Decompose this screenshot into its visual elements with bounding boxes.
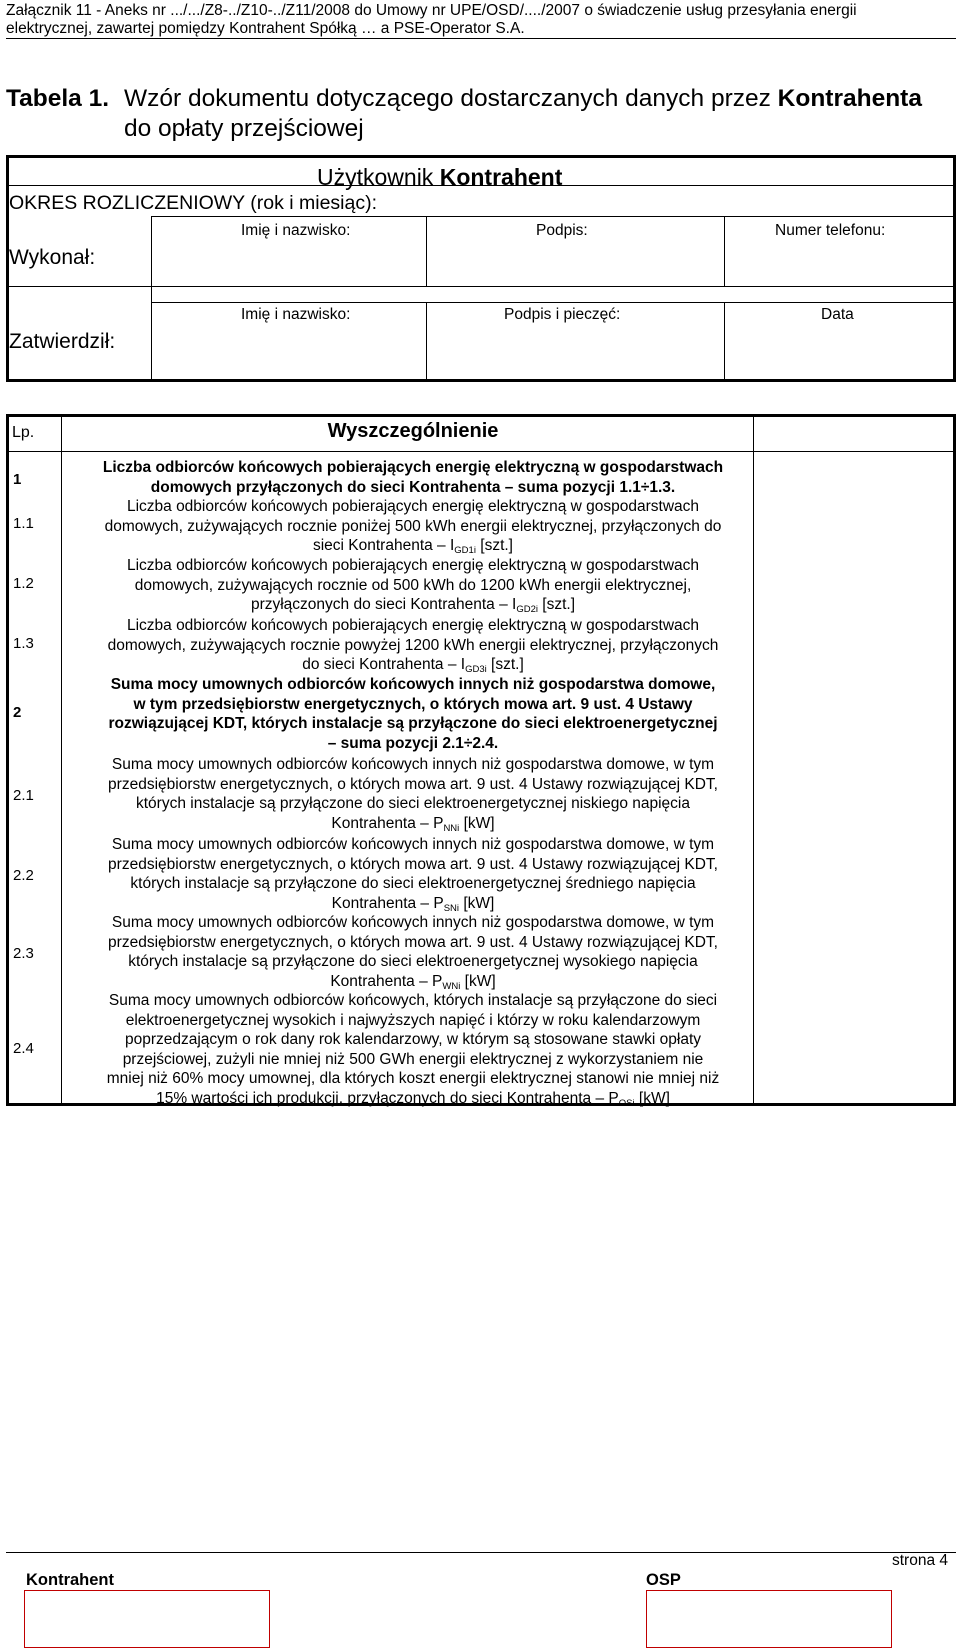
form-divider [151, 216, 152, 382]
unit-text: [kW] [459, 814, 495, 832]
zatwierdzil-label: Zatwierdził: [9, 330, 116, 353]
header-line-2: elektrycznej, zawartej pomiędzy Kontrahent Spółką … a PSE-Operator S.A. [6, 20, 525, 37]
symbol-subscript: NNi [443, 822, 460, 834]
row-desc-line [65, 1089, 761, 1109]
symbol-text: Kontrahenta – P [331, 814, 444, 832]
row-lp-1: 1 [13, 471, 22, 488]
user-value: Kontrahent [439, 164, 563, 190]
symbol-subscript: OSi [618, 1097, 635, 1109]
row-desc-2 [65, 675, 761, 753]
form-divider [724, 216, 725, 286]
row-desc-line: Suma mocy umownych odbiorców końcowych innych niż gospodarstwa domowe, [110, 676, 716, 693]
row-desc-line [65, 972, 761, 992]
form-rule [151, 216, 953, 217]
wykonal-label: Wykonał: [9, 246, 96, 269]
row-lp-1-1: 1.1 [13, 515, 34, 532]
unit-text: [szt.] [486, 656, 524, 673]
symbol-text: Kontrahenta – P [331, 894, 444, 912]
symbol-subscript: GD3i [465, 664, 487, 675]
symbol-subscript: GD2i [516, 604, 538, 615]
title-bold: Kontrahenta [777, 85, 922, 112]
row-desc-line: Liczba odbiorców końcowych pobierających energię elektryczną w gospodarstwach [126, 498, 700, 515]
symbol-text: do sieci Kontrahenta – I [302, 656, 466, 673]
form-divider [426, 302, 427, 382]
row-desc-1 [65, 458, 761, 497]
form-rule [9, 185, 953, 186]
footer-osp-label: OSP [646, 1571, 681, 1589]
row-desc-line: przedsiębiorstw energetycznych, o których mowa art. 9 ust. 4 Ustawy rozwiązującej KDT, [108, 933, 718, 951]
user-field [317, 164, 562, 191]
row-desc-line: Liczba odbiorców końcowych pobierających energię elektryczną w gospodarstwach [126, 557, 700, 574]
row-desc-line: Suma mocy umownych odbiorców końcowych, których instalacje są przyłączone do sieci [108, 992, 718, 1009]
row-desc-line: przedsiębiorstw energetycznych, o których mowa art. 9 ust. 4 Ustawy rozwiązującej KDT, [108, 775, 718, 793]
row-desc-line: Liczba odbiorców końcowych pobierających energię elektryczną w gospodarstwach [102, 459, 724, 476]
title-label: Tabela 1. [6, 85, 110, 112]
row-desc-line: rozwiązującej KDT, których instalacje są przyłączone do sieci elektroenergetycznej [108, 715, 718, 732]
row-desc-line: domowych, zużywających rocznie poniżej 500 kWh energii elektrycznej, przyłączonych do [104, 517, 722, 535]
wykonal-phone-label: Numer telefonu: [775, 222, 886, 239]
footer-rule [6, 1552, 956, 1553]
row-lp-1-2: 1.2 [13, 575, 34, 592]
row-desc-line: – suma pozycji 2.1÷2.4. [327, 734, 499, 752]
row-desc-line: których instalacje są przyłączone do sieci elektroenergetycznej wysokiego napięcia [128, 953, 698, 970]
row-desc-line: w tym przedsiębiorstw energetycznych, o których mowa art. 9 ust. 4 Ustawy [133, 695, 693, 713]
running-header [6, 2, 956, 38]
table-col-divider [61, 417, 62, 1103]
symbol-subscript: WNi [442, 980, 461, 992]
zatwierdzil-date-label: Data [821, 306, 854, 323]
unit-text: [kW] [634, 1089, 670, 1107]
symbol-text: sieci Kontrahenta – I [312, 537, 455, 554]
header-rule [6, 38, 956, 39]
page-number: strona 4 [892, 1552, 949, 1569]
okres-label: OKRES ROZLICZENIOWY (rok i miesiąc): [9, 192, 378, 214]
signature-form [6, 155, 956, 382]
row-desc-line [65, 655, 761, 675]
row-desc-1-1 [65, 497, 761, 556]
symbol-subscript: GD1i [454, 545, 476, 556]
wykonal-name-label: Imię i nazwisko: [241, 222, 351, 239]
row-desc-2-1 [65, 755, 761, 833]
footer-kontrahent-label: Kontrahent [26, 1571, 114, 1589]
symbol-subscript: SNi [443, 902, 460, 914]
column-header-desc: Wyszczególnienie [327, 420, 499, 442]
row-desc-line [65, 595, 761, 615]
symbol-text: 15% wartości ich produkcji, przyłączonych do sieci Kontrahenta – P [156, 1089, 619, 1107]
row-desc-line: domowych, zużywających rocznie od 500 kWh do 1200 kWh energii elektrycznej, [134, 576, 692, 594]
row-desc-line: mniej niż 60% mocy umownej, dla których koszt energii elektrycznej stanowi nie mniej niż [106, 1070, 720, 1087]
row-desc-1-3 [65, 616, 761, 675]
zatwierdzil-sign-label: Podpis i pieczęć: [504, 306, 621, 323]
row-desc-line [65, 894, 761, 914]
form-rule [151, 302, 953, 303]
symbol-text: przyłączonych do sieci Kontrahenta – I [250, 596, 517, 613]
osp-initials-box [646, 1590, 892, 1648]
row-lp-1-3: 1.3 [13, 635, 34, 652]
row-desc-line: Suma mocy umownych odbiorców końcowych innych niż gospodarstwa domowe, w tym [111, 836, 715, 853]
row-desc-1-2 [65, 556, 761, 615]
row-desc-line: których instalacje są przyłączone do sieci elektroenergetycznej niskiego napięcia [136, 795, 690, 812]
symbol-text: Kontrahenta – P [330, 972, 443, 990]
row-desc-line: domowych przyłączonych do sieci Kontrahenta – suma pozycji 1.1÷1.3. [150, 478, 676, 496]
row-desc-line: przedsiębiorstw energetycznych, o których mowa art. 9 ust. 4 Ustawy rozwiązującej KDT, [108, 855, 718, 873]
row-desc-2-3 [65, 913, 761, 991]
table-header-rule [9, 451, 953, 452]
data-table [6, 414, 956, 1109]
row-desc-line: których instalacje są przyłączone do sieci elektroenergetycznej średniego napięcia [130, 875, 696, 892]
row-desc-line: Suma mocy umownych odbiorców końcowych innych niż gospodarstwa domowe, w tym [111, 756, 715, 773]
row-desc-line: Liczba odbiorców końcowych pobierających energię elektryczną w gospodarstwach [126, 617, 700, 634]
unit-text: [kW] [459, 894, 495, 912]
unit-text: [kW] [460, 972, 496, 990]
row-lp-2-4: 2.4 [13, 1040, 34, 1057]
table-title [6, 84, 956, 144]
wykonal-sign-label: Podpis: [536, 222, 588, 239]
row-desc-line: poprzedzającym o rok dany rok kalendarzowy, w którym są stosowane stawki opłaty [124, 1031, 702, 1048]
row-lp-2: 2 [13, 704, 22, 721]
row-desc-line [65, 536, 761, 556]
row-desc-line [65, 814, 761, 834]
header-line-1: Załącznik 11 - Aneks nr .../.../Z8-../Z10-../Z11/2008 do Umowy nr UPE/OSD/..../2007 o świadczenie usług przesyłania energii [6, 2, 857, 19]
row-lp-2-3: 2.3 [13, 945, 34, 962]
row-desc-line: przejściowej, zużyli nie mniej niż 500 GWh energii elektrycznej z wykorzystaniem nie [122, 1050, 704, 1068]
row-desc-line: elektroenergetycznej wysokich i najwyższych napięć i którzy w roku kalendarzowym [125, 1011, 701, 1029]
form-divider [426, 216, 427, 286]
title-text: Wzór dokumentu dotyczącego dostarczanych danych przez [124, 85, 778, 112]
column-header-lp: Lp. [12, 424, 35, 441]
row-desc-2-2 [65, 835, 761, 913]
row-lp-2-2: 2.2 [13, 867, 34, 884]
row-desc-2-4 [65, 991, 761, 1108]
form-divider [724, 302, 725, 382]
user-label: Użytkownik [317, 164, 434, 190]
kontrahent-initials-box [24, 1590, 270, 1648]
row-lp-2-1: 2.1 [13, 787, 34, 804]
unit-text: [szt.] [475, 537, 513, 554]
unit-text: [szt.] [537, 596, 576, 613]
title-line-2: do opłaty przejściowej [124, 115, 364, 142]
row-desc-line: Suma mocy umownych odbiorców końcowych innych niż gospodarstwa domowe, w tym [111, 914, 715, 931]
zatwierdzil-name-label: Imię i nazwisko: [241, 306, 351, 323]
row-desc-line: domowych, zużywających rocznie powyżej 1200 kWh energii elektrycznej, przyłączonych [107, 636, 719, 654]
